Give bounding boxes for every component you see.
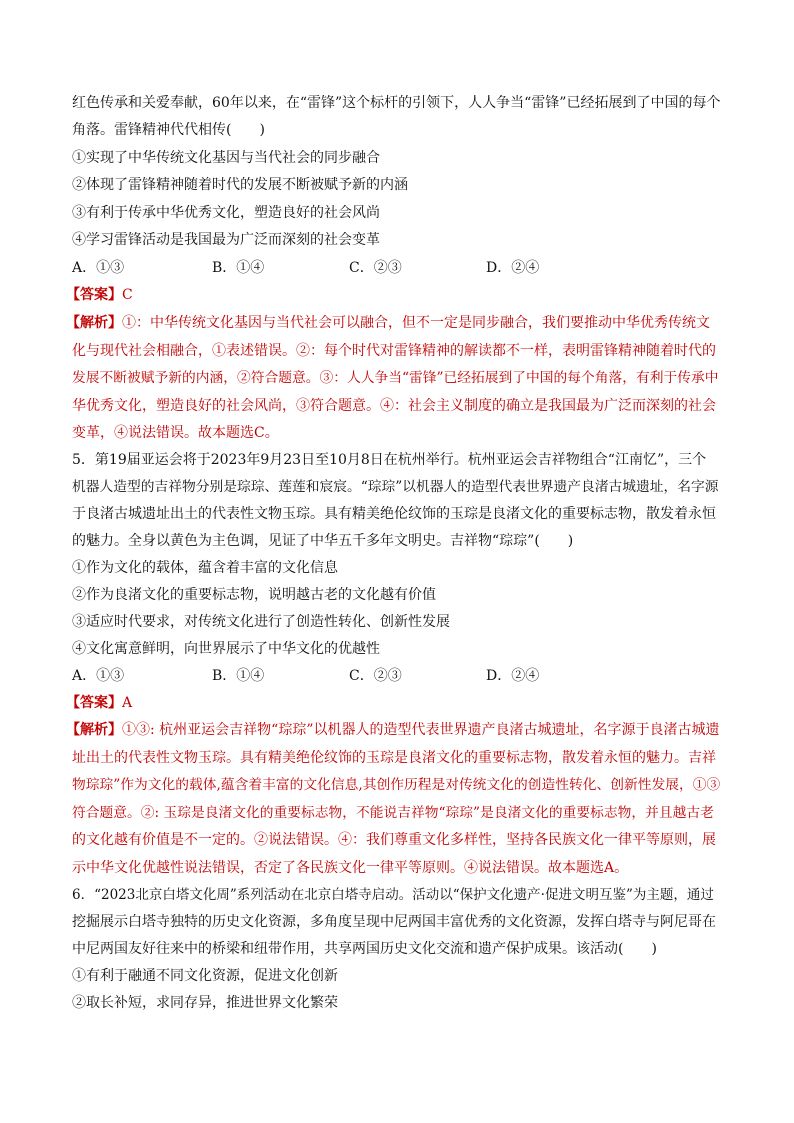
q4-analysis-line-1 — [66, 313, 710, 333]
q4-option-b: B．①④ — [212, 260, 265, 276]
q4-option-d: D．②④ — [486, 260, 540, 276]
analysis-text: ①③: 杭州亚运会吉祥物“琮琮”以机器人的造型代表世界遗产良渚古城遗址，名字源于良渚古城遗 — [122, 722, 720, 738]
analysis-tag: 【解析】 — [66, 315, 122, 331]
q5-item-1: ①作为文化的载体，蕴含着丰富的文化信息 — [72, 560, 338, 576]
q4-analysis-line-2: 化与现代社会相融合，①表述错误。②：每个时代对雷锋精神的解读都不一样，表明雷锋精神随着时代的 — [72, 343, 716, 359]
q4-analysis-line-3: 发展不断被赋予新的内涵，②符合题意。③：人人争当“雷锋”已经拓展到了中国的每个角落，有利于传承中 — [72, 370, 719, 386]
q4-analysis-line-4: 华优秀文化，塑造良好的社会风尚，③符合题意。④：社会主义制度的确立是我国最为广泛而深刻的社会 — [72, 398, 716, 414]
q5-stem-line-3: 于良渚古城遗址出土的代表性文物玉琮。具有精美绝伦纹饰的玉琮是良渚文化的重要标志物，散发着永恒 — [72, 506, 716, 522]
q4-options — [72, 258, 722, 278]
analysis-text: ①：中华传统文化基因与当代社会可以融合，但不一定是同步融合，我们要推动中华优秀传统文 — [122, 315, 710, 331]
q4-analysis-line-5: 变革，④说法错误。故本题选C。 — [72, 425, 279, 441]
answer-value: A — [122, 695, 133, 711]
q5-answer — [66, 693, 132, 713]
q6-item-1: ①有利于融通不同文化资源，促进文化创新 — [72, 968, 338, 984]
q5-analysis-line-6: 示中华文化优越性说法错误，否定了各民族文化一律平等原则。④说法错误。故本题选A。 — [72, 860, 629, 876]
q5-analysis-line-1 — [66, 720, 719, 740]
answer-tag: 【答案】 — [66, 695, 122, 711]
q5-analysis-line-4: 符合题意。②: 玉琮是良渚文化的重要标志物，不能说吉祥物“琮琮”是良渚文化的重要标志物，并且越古老 — [72, 805, 714, 821]
q6-stem-line-2: 挖掘展示白塔寺独特的历史文化资源，多角度呈现中尼两国丰富优秀的文化资源，发挥白塔寺与阿尼哥在 — [72, 914, 716, 930]
q5-item-3: ③适应时代要求，对传统文化进行了创造性转化、创新性发展 — [72, 614, 450, 630]
answer-value: C — [122, 287, 133, 303]
q5-analysis-line-3: 物琮琮”作为文化的载体,蕴含着丰富的文化信息,其创作历程是对传统文化的创造性转化、创新性发展，①③ — [72, 777, 721, 793]
analysis-tag: 【解析】 — [66, 722, 122, 738]
q5-options — [72, 666, 722, 686]
q5-stem-line-4: 的魅力。全身以黄色为主色调，见证了中华五千多年文明史。吉祥物“琮琮”( ) — [72, 533, 574, 549]
q4-item-2: ②体现了雷锋精神随着时代的发展不断被赋予新的内涵 — [72, 177, 408, 193]
q5-stem-line-1: 5．第19届亚运会将于2023年9月23日至10月8日在杭州举行。杭州亚运会吉祥物组合“江南忆”，三个 — [72, 452, 707, 468]
q5-option-c: C．②③ — [349, 668, 402, 684]
q5-stem-line-2: 机器人造型的吉祥物分别是琮琮、莲莲和宸宸。“琮琮”以机器人的造型代表世界遗产良渚古城遗址，名字源 — [72, 479, 719, 495]
q5-option-d: D．②④ — [486, 668, 540, 684]
q4-option-c: C．②③ — [349, 260, 402, 276]
q4-option-a: A．①③ — [72, 260, 125, 276]
q6-item-2: ②取长补短，求同存异，推进世界文化繁荣 — [72, 995, 338, 1011]
q5-option-a: A．①③ — [72, 668, 125, 684]
q4-item-3: ③有利于传承中华优秀文化，塑造良好的社会风尚 — [72, 205, 380, 221]
q5-option-b: B．①④ — [212, 668, 265, 684]
q5-analysis-line-2: 址出土的代表性文物玉琮。具有精美绝伦纹饰的玉琮是良渚文化的重要标志物，散发着永恒的魅力。吉祥 — [72, 750, 716, 766]
q4-item-1: ①实现了中华传统文化基因与当代社会的同步融合 — [72, 150, 380, 166]
q6-stem-line-3: 中尼两国友好往来中的桥梁和纽带作用，共享两国历史文化交流和遗产保护成果。该活动( ) — [72, 941, 657, 957]
q5-analysis-line-5: 的文化越有价值是不一定的。②说法错误。④：我们尊重文化多样性，坚持各民族文化一律平等原则，展 — [72, 832, 716, 848]
q6-stem-line-1: 6．“2023北京白塔文化周”系列活动在北京白塔寺启动。活动以“保护文化遗产·促进文明互鉴”为主题，通过 — [72, 887, 714, 903]
q4-stem-line-2: 角落。雷锋精神代代相传( ) — [72, 122, 265, 138]
q5-item-4: ④文化寓意鲜明，向世界展示了中华文化的优越性 — [72, 641, 380, 657]
answer-tag: 【答案】 — [66, 287, 122, 303]
q4-item-4: ④学习雷锋活动是我国最为广泛而深刻的社会变革 — [72, 232, 380, 248]
q5-item-2: ②作为良渚文化的重要标志物，说明越古老的文化越有价值 — [72, 587, 436, 603]
q4-answer — [66, 285, 133, 305]
q4-stem-line-1: 红色传承和关爱奉献，60年以来，在“雷锋”这个标杆的引领下，人人争当“雷锋”已经拓展到了中国的每个 — [72, 95, 721, 111]
